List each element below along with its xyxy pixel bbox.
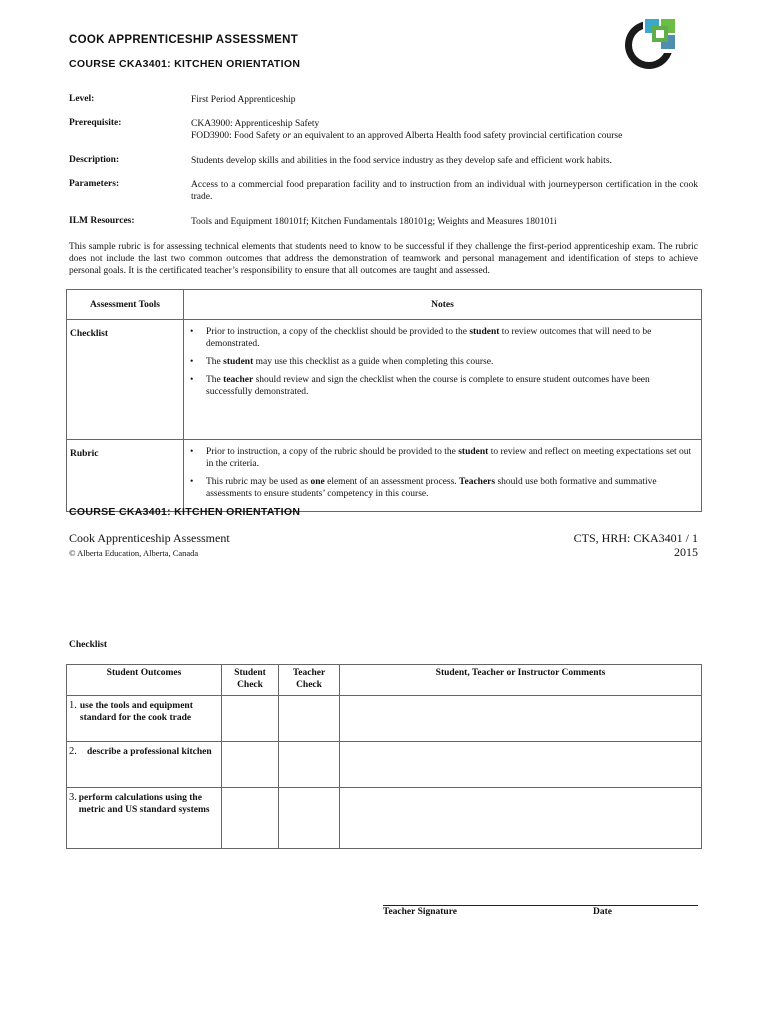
- teacher-check-cell[interactable]: [279, 788, 340, 849]
- teacher-check-header: Teacher Check: [279, 665, 340, 696]
- checklist-notes: [184, 320, 702, 440]
- outcome-cell: 3. perform calculations using the metric and US standard systems: [67, 788, 222, 849]
- student-check-cell[interactable]: [222, 696, 279, 742]
- footer-title: Cook Apprenticeship Assessment: [69, 531, 230, 545]
- comments-cell[interactable]: [340, 788, 702, 849]
- description-label: Description:: [69, 155, 120, 165]
- checklist-title: Checklist: [69, 640, 107, 650]
- prerequisite-label: Prerequisite:: [69, 118, 122, 128]
- document-title: COOK APPRENTICESHIP ASSESSMENT: [69, 34, 299, 46]
- checklist-row: [67, 320, 702, 440]
- rubric-note-1: • Prior to instruction, a copy of the rubric should be provided to the student to review and reflect on meeting expectations set out in the criteria.: [190, 447, 692, 469]
- table-row: [67, 696, 702, 742]
- description-value: Students develop skills and abilities in the food service industry as they develop safe and efficient work habits.: [191, 156, 612, 166]
- ilm-resources-value: Tools and Equipment 180101f; Kitchen Fundamentals 180101g; Weights and Measures 180101i: [191, 217, 557, 227]
- course-title-repeat: COURSE CKA3401: KITCHEN ORIENTATION: [69, 506, 301, 518]
- intro-paragraph: This sample rubric is for assessing technical elements that students need to know to be successful if they challenge the first-period apprenticeship exam. The rubric does not include the last two common outcomes that address the demonstration of teamwork and personal management and identification of steps to achieve personal goals. It is the certificated teacher’s responsibility to ensure that all outcomes are taught and assessed.: [69, 242, 698, 276]
- comments-cell[interactable]: [340, 696, 702, 742]
- alberta-education-logo: [622, 14, 680, 72]
- level-value: First Period Apprenticeship: [191, 95, 296, 105]
- rubric-row: [67, 440, 702, 512]
- rubric-note-2: • This rubric may be used as one element of an assessment process. Teachers should use both formative and summative assessments to ensure students’ competency in this course.: [190, 477, 657, 499]
- assessment-tools-table: [66, 289, 702, 512]
- checklist-note-2: • The student may use this checklist as a guide when completing this course.: [190, 357, 494, 367]
- comments-header: Student, Teacher or Instructor Comments: [340, 665, 702, 696]
- date-label: Date: [593, 907, 612, 917]
- table-row: [67, 788, 702, 849]
- teacher-check-cell[interactable]: [279, 742, 340, 788]
- student-outcomes-header: Student Outcomes: [67, 665, 222, 696]
- teacher-check-cell[interactable]: [279, 696, 340, 742]
- checklist-tool-label: Checklist: [67, 320, 184, 440]
- course-title: COURSE CKA3401: KITCHEN ORIENTATION: [69, 58, 301, 70]
- prerequisite-line-2: FOD3900: Food Safety or an equivalent to an approved Alberta Health food safety provincial certification course: [191, 131, 623, 141]
- checklist-table: [66, 664, 702, 849]
- rubric-tool-label: Rubric: [67, 440, 184, 512]
- student-check-header: Student Check: [222, 665, 279, 696]
- rubric-notes: [184, 440, 702, 512]
- student-check-cell[interactable]: [222, 788, 279, 849]
- ilm-resources-label: ILM Resources:: [69, 216, 135, 226]
- table-row: [67, 742, 702, 788]
- outcome-cell: 1. use the tools and equipment standard for the cook trade: [67, 696, 222, 742]
- footer-course-code: CTS, HRH: CKA3401 / 1: [573, 531, 698, 545]
- prerequisite-line-1: CKA3900: Apprenticeship Safety: [191, 119, 320, 129]
- teacher-signature-label: Teacher Signature: [383, 907, 457, 917]
- parameters-label: Parameters:: [69, 179, 120, 189]
- notes-header: Notes: [184, 290, 702, 320]
- assessment-tools-header: Assessment Tools: [67, 290, 184, 320]
- comments-cell[interactable]: [340, 742, 702, 788]
- checklist-note-3: • The teacher should review and sign the checklist when the course is complete to ensure student outcomes have been successfully demonstrated.: [190, 375, 650, 397]
- footer-year: 2015: [674, 545, 698, 559]
- outcome-cell: 2. describe a professional kitchen: [67, 742, 222, 788]
- footer-copyright: © Alberta Education, Alberta, Canada: [69, 548, 199, 558]
- student-check-cell[interactable]: [222, 742, 279, 788]
- checklist-note-1: • Prior to instruction, a copy of the checklist should be provided to the student to review outcomes that will need to be demonstrated.: [190, 327, 652, 349]
- signature-line: [383, 905, 698, 906]
- parameters-value: Access to a commercial food preparation facility and to instruction from an individual with journeyperson certification in the cook trade.: [191, 180, 698, 202]
- level-label: Level:: [69, 94, 95, 104]
